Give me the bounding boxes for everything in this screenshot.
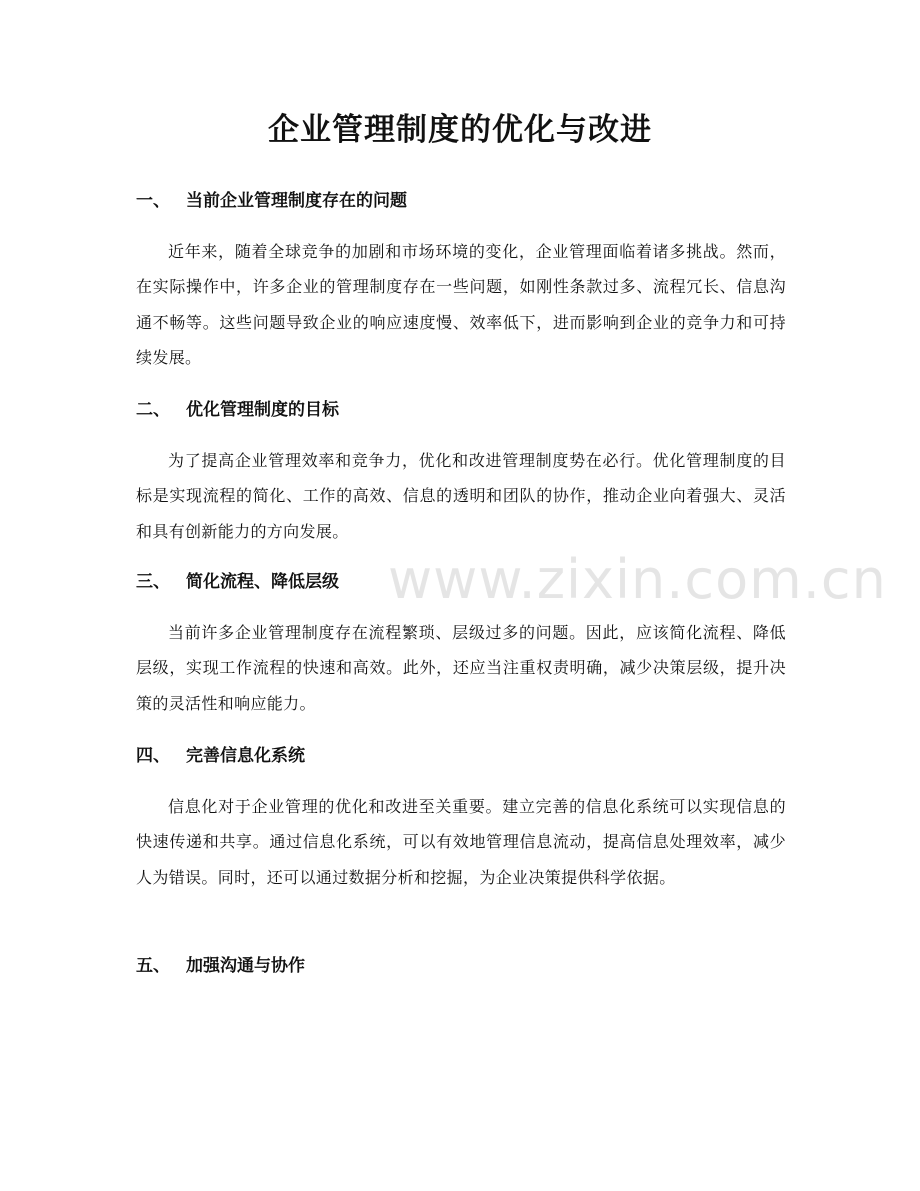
section-paragraph: 近年来，随着全球竞争的加剧和市场环境的变化，企业管理面临着诸多挑战。然而，在实际操作中，许多企业的管理制度存在一些问题，如刚性条款过多、流程冗长、信息沟通不畅等。这些问题导致企业的响应速度慢、效率低下，进而影响到企业的竞争力和可持续发展。 xyxy=(136,242,786,367)
section-paragraph: 为了提高企业管理效率和竞争力，优化和改进管理制度势在必行。优化管理制度的目标是实现流程的简化、工作的高效、信息的透明和团队的协作，推动企业向着强大、灵活和具有创新能力的方向发展。 xyxy=(136,451,786,541)
section-heading xyxy=(136,397,786,423)
watermark: www.zixin.com.cn xyxy=(388,548,887,611)
section-heading xyxy=(136,953,786,979)
section-3 xyxy=(136,569,786,721)
section-number: 四、 xyxy=(136,746,170,766)
section-paragraph: 信息化对于企业管理的优化和改进至关重要。建立完善的信息化系统可以实现信息的快速传递和共享。通过信息化系统，可以有效地管理信息流动，提高信息处理效率，减少人为错误。同时，还可以通过数据分析和挖掘，为企业决策提供科学依据。 xyxy=(136,797,786,887)
section-4 xyxy=(136,743,786,895)
section-heading xyxy=(136,743,786,769)
section-heading-text: 优化管理制度的目标 xyxy=(186,400,339,420)
section-heading xyxy=(136,188,786,214)
section-1 xyxy=(136,188,786,375)
section-2 xyxy=(136,397,786,549)
section-number: 五、 xyxy=(136,956,170,976)
section-number: 一、 xyxy=(136,191,170,211)
section-heading-text: 加强沟通与协作 xyxy=(186,956,305,976)
section-paragraph: 当前许多企业管理制度存在流程繁琐、层级过多的问题。因此，应该简化流程、降低层级，实现工作流程的快速和高效。此外，还应当注重权责明确，减少决策层级，提升决策的灵活性和响应能力。 xyxy=(136,623,786,713)
section-heading-text: 完善信息化系统 xyxy=(186,746,305,766)
section-heading xyxy=(136,569,786,595)
document-title: 企业管理制度的优化与改进 xyxy=(268,112,652,148)
section-5 xyxy=(136,953,786,979)
section-number: 三、 xyxy=(136,572,170,592)
section-heading-text: 当前企业管理制度存在的问题 xyxy=(186,191,407,211)
section-heading-text: 简化流程、降低层级 xyxy=(186,572,339,592)
section-number: 二、 xyxy=(136,400,170,420)
